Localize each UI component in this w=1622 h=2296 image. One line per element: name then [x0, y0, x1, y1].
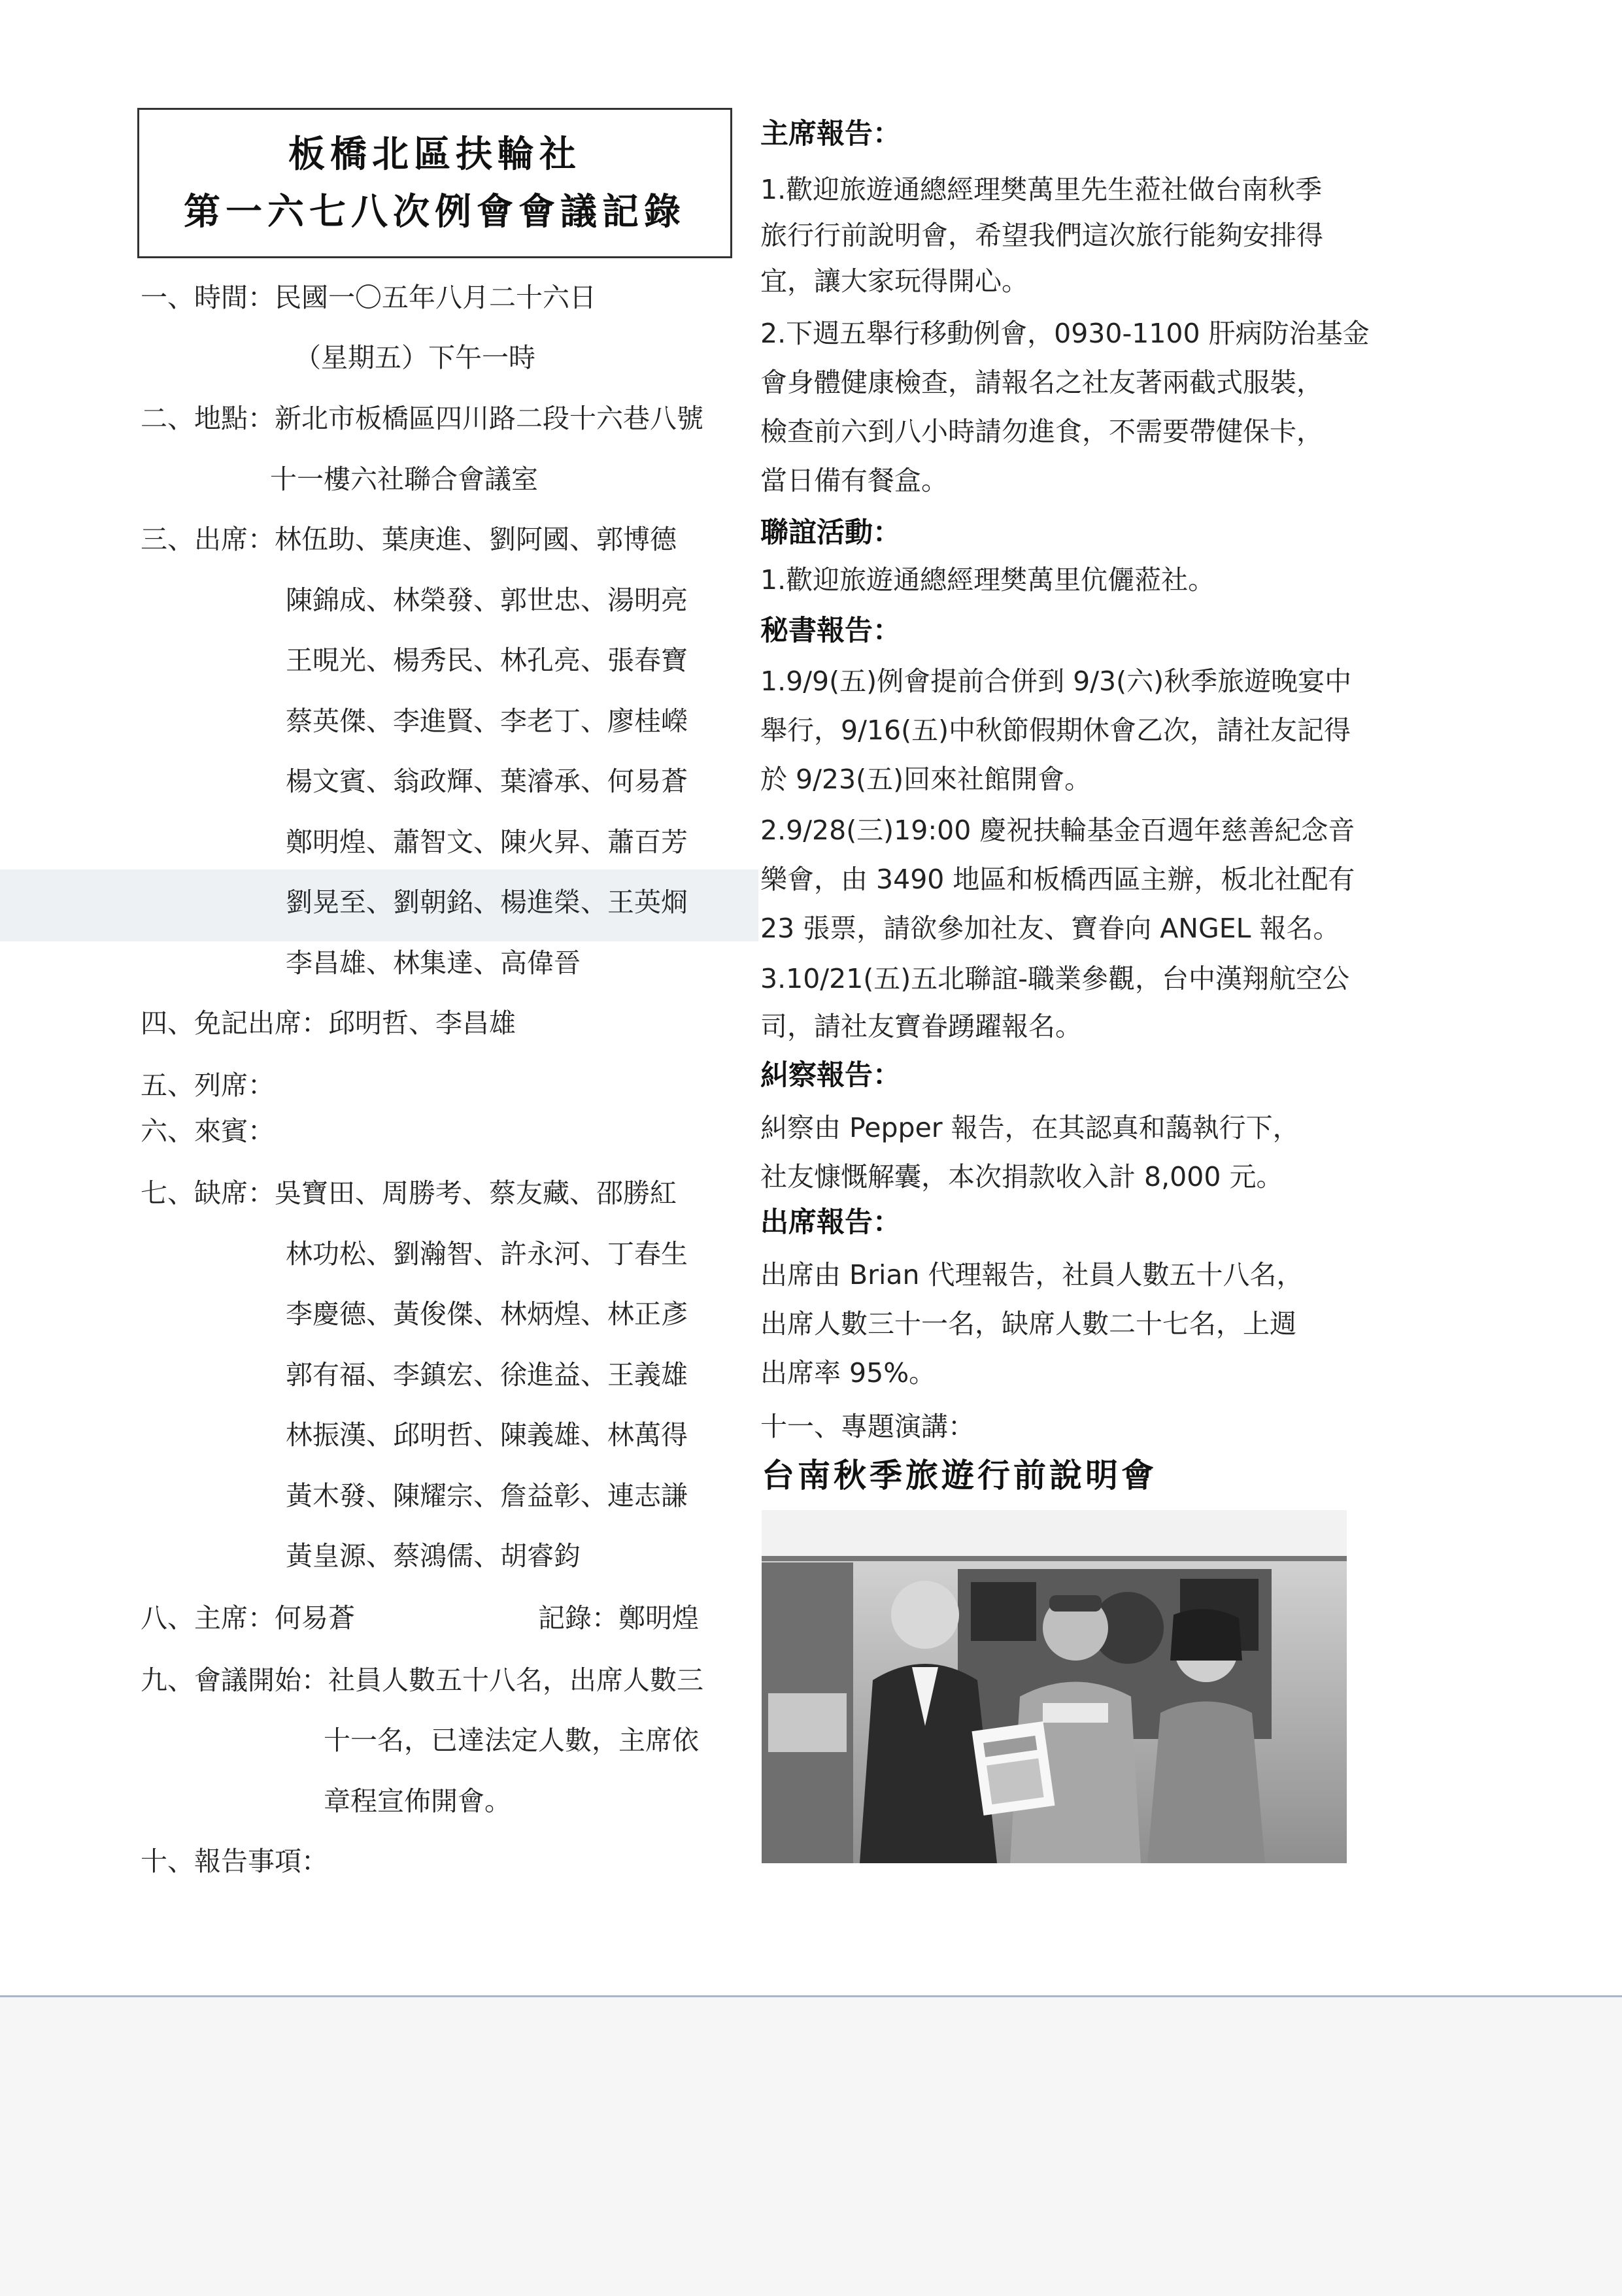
sergeant-line: 糾察由 Pepper 報告，在其認真和藹執行下，	[760, 1112, 1300, 1143]
secretary-heading: 秘書報告：	[760, 615, 901, 647]
sergeant-line: 社友慷慨解囊，本次捐款收入計 8,000 元。	[760, 1161, 1283, 1192]
secretary-line: 於 9/23(五)回來社館開會。	[760, 764, 1092, 795]
absent-line: 林功松、劉瀚智、許永河、丁春生	[286, 1238, 688, 1270]
excused-line: 四、免記出席：邱明哲、李昌雄	[141, 1007, 516, 1039]
meeting-photo-illustration	[762, 1510, 1347, 1863]
secretary-line: 司，請社友寶眷踴躍報名。	[760, 1011, 1082, 1042]
guests-line: 六、來賓：	[141, 1115, 275, 1147]
present-line: 李昌雄、林集達、高偉晉	[286, 947, 581, 979]
club-name: 板橋北區扶輪社	[288, 133, 581, 176]
secretary-line: 23 張票，請欲參加社友、寶眷向 ANGEL 報名。	[760, 913, 1340, 944]
place-line: 二、地點：新北市板橋區四川路二段十六巷八號	[141, 403, 703, 434]
attendance-line: 出席由 Brian 代理報告，社員人數五十八名，	[760, 1259, 1304, 1291]
absent-line: 黃木發、陳耀宗、詹益彰、連志謙	[286, 1480, 688, 1511]
chair-report-line: 會身體健康檢查，請報名之社友著兩截式服裝，	[760, 367, 1323, 398]
attendance-heading: 出席報告：	[760, 1206, 901, 1239]
absent-line: 李慶德、黃俊傑、林炳煌、林正彥	[286, 1298, 688, 1330]
fellowship-heading: 聯誼活動：	[760, 516, 901, 549]
present-line: 楊文賓、翁政輝、葉濬承、何易蒼	[286, 766, 688, 797]
present-line: 鄭明煌、蕭智文、陳火昇、蕭百芳	[286, 826, 688, 858]
chair-report-line: 宜，讓大家玩得開心。	[760, 265, 1028, 297]
chair-report-line: 1.歡迎旅遊通總經理樊萬里先生蒞社做台南秋季	[760, 174, 1323, 205]
secretary-line: 樂會，由 3490 地區和板橋西區主辦，板北社配有	[760, 864, 1355, 895]
present-line: 王晛光、楊秀民、林孔亮、張春寶	[286, 645, 688, 676]
fellowship-line: 1.歡迎旅遊通總經理樊萬里伉儷蒞社。	[760, 564, 1215, 596]
secretary-line: 2.9/28(三)19:00 慶祝扶輪基金百週年慈善紀念音	[760, 815, 1355, 846]
talk-label: 十一、專題演講：	[760, 1411, 975, 1442]
present-line: 陳錦成、林榮發、郭世忠、湯明亮	[286, 584, 688, 616]
secretary-line: 1.9/9(五)例會提前合併到 9/3(六)秋季旅遊晚宴中	[760, 666, 1352, 697]
present-line: 蔡英傑、李進賢、李老丁、廖桂嶸	[286, 705, 688, 737]
recorder-line: 記錄：鄭明煌	[538, 1602, 699, 1634]
present-line: 三、出席：林伍助、葉庚進、劉阿國、郭博德	[141, 524, 677, 555]
opening-line: 章程宣佈開會。	[324, 1785, 511, 1817]
absent-line: 郭有福、李鎮宏、徐進益、王義雄	[286, 1359, 688, 1391]
chair-report-line: 檢查前六到八小時請勿進食，不需要帶健保卡，	[760, 416, 1323, 447]
chair-report-line: 當日備有餐盒。	[760, 465, 948, 496]
opening-line: 九、會議開始：社員人數五十八名，出席人數三	[141, 1664, 703, 1696]
chair-line: 八、主席：何易蒼	[141, 1602, 355, 1634]
time-line: （星期五）下午一時	[294, 342, 535, 373]
present-line: 劉晃至、劉朝銘、楊進榮、王英烱	[286, 886, 688, 918]
time-line: 一、時間：民國一〇五年八月二十六日	[141, 282, 596, 313]
meeting-photo	[762, 1510, 1347, 1863]
absent-line: 林振漢、邱明哲、陳義雄、林萬得	[286, 1419, 688, 1451]
reports-line: 十、報告事項：	[141, 1846, 328, 1877]
meeting-title: 第一六七八次例會會議記錄	[184, 190, 686, 233]
talk-title: 台南秋季旅遊行前說明會	[762, 1456, 1157, 1494]
attending-line: 五、列席：	[141, 1070, 275, 1101]
attendance-line: 出席率 95%。	[760, 1357, 936, 1389]
document-title-box	[137, 108, 732, 258]
place-line: 十一樓六社聯合會議室	[270, 464, 538, 495]
attendance-line: 出席人數三十一名，缺席人數二十七名，上週	[760, 1308, 1296, 1340]
chair-report-line: 旅行行前說明會，希望我們這次旅行能夠安排得	[760, 220, 1323, 251]
absent-line: 黃皇源、蔡鴻儒、胡睿鈞	[286, 1540, 581, 1572]
secretary-line: 舉行，9/16(五)中秋節假期休會乙次，請社友記得	[760, 715, 1351, 746]
secretary-line: 3.10/21(五)五北聯誼-職業參觀，台中漢翔航空公	[760, 963, 1350, 994]
sergeant-heading: 糾察報告：	[760, 1059, 901, 1092]
absent-line: 七、缺席：吳寶田、周勝考、蔡友藏、邵勝紅	[141, 1177, 677, 1209]
chair-report-line: 2.下週五舉行移動例會，0930-1100 肝病防治基金	[760, 318, 1370, 349]
scan-bottom-margin	[0, 1995, 1622, 2296]
opening-line: 十一名，已達法定人數，主席依	[324, 1725, 699, 1756]
chair-report-heading: 主席報告：	[760, 118, 901, 150]
